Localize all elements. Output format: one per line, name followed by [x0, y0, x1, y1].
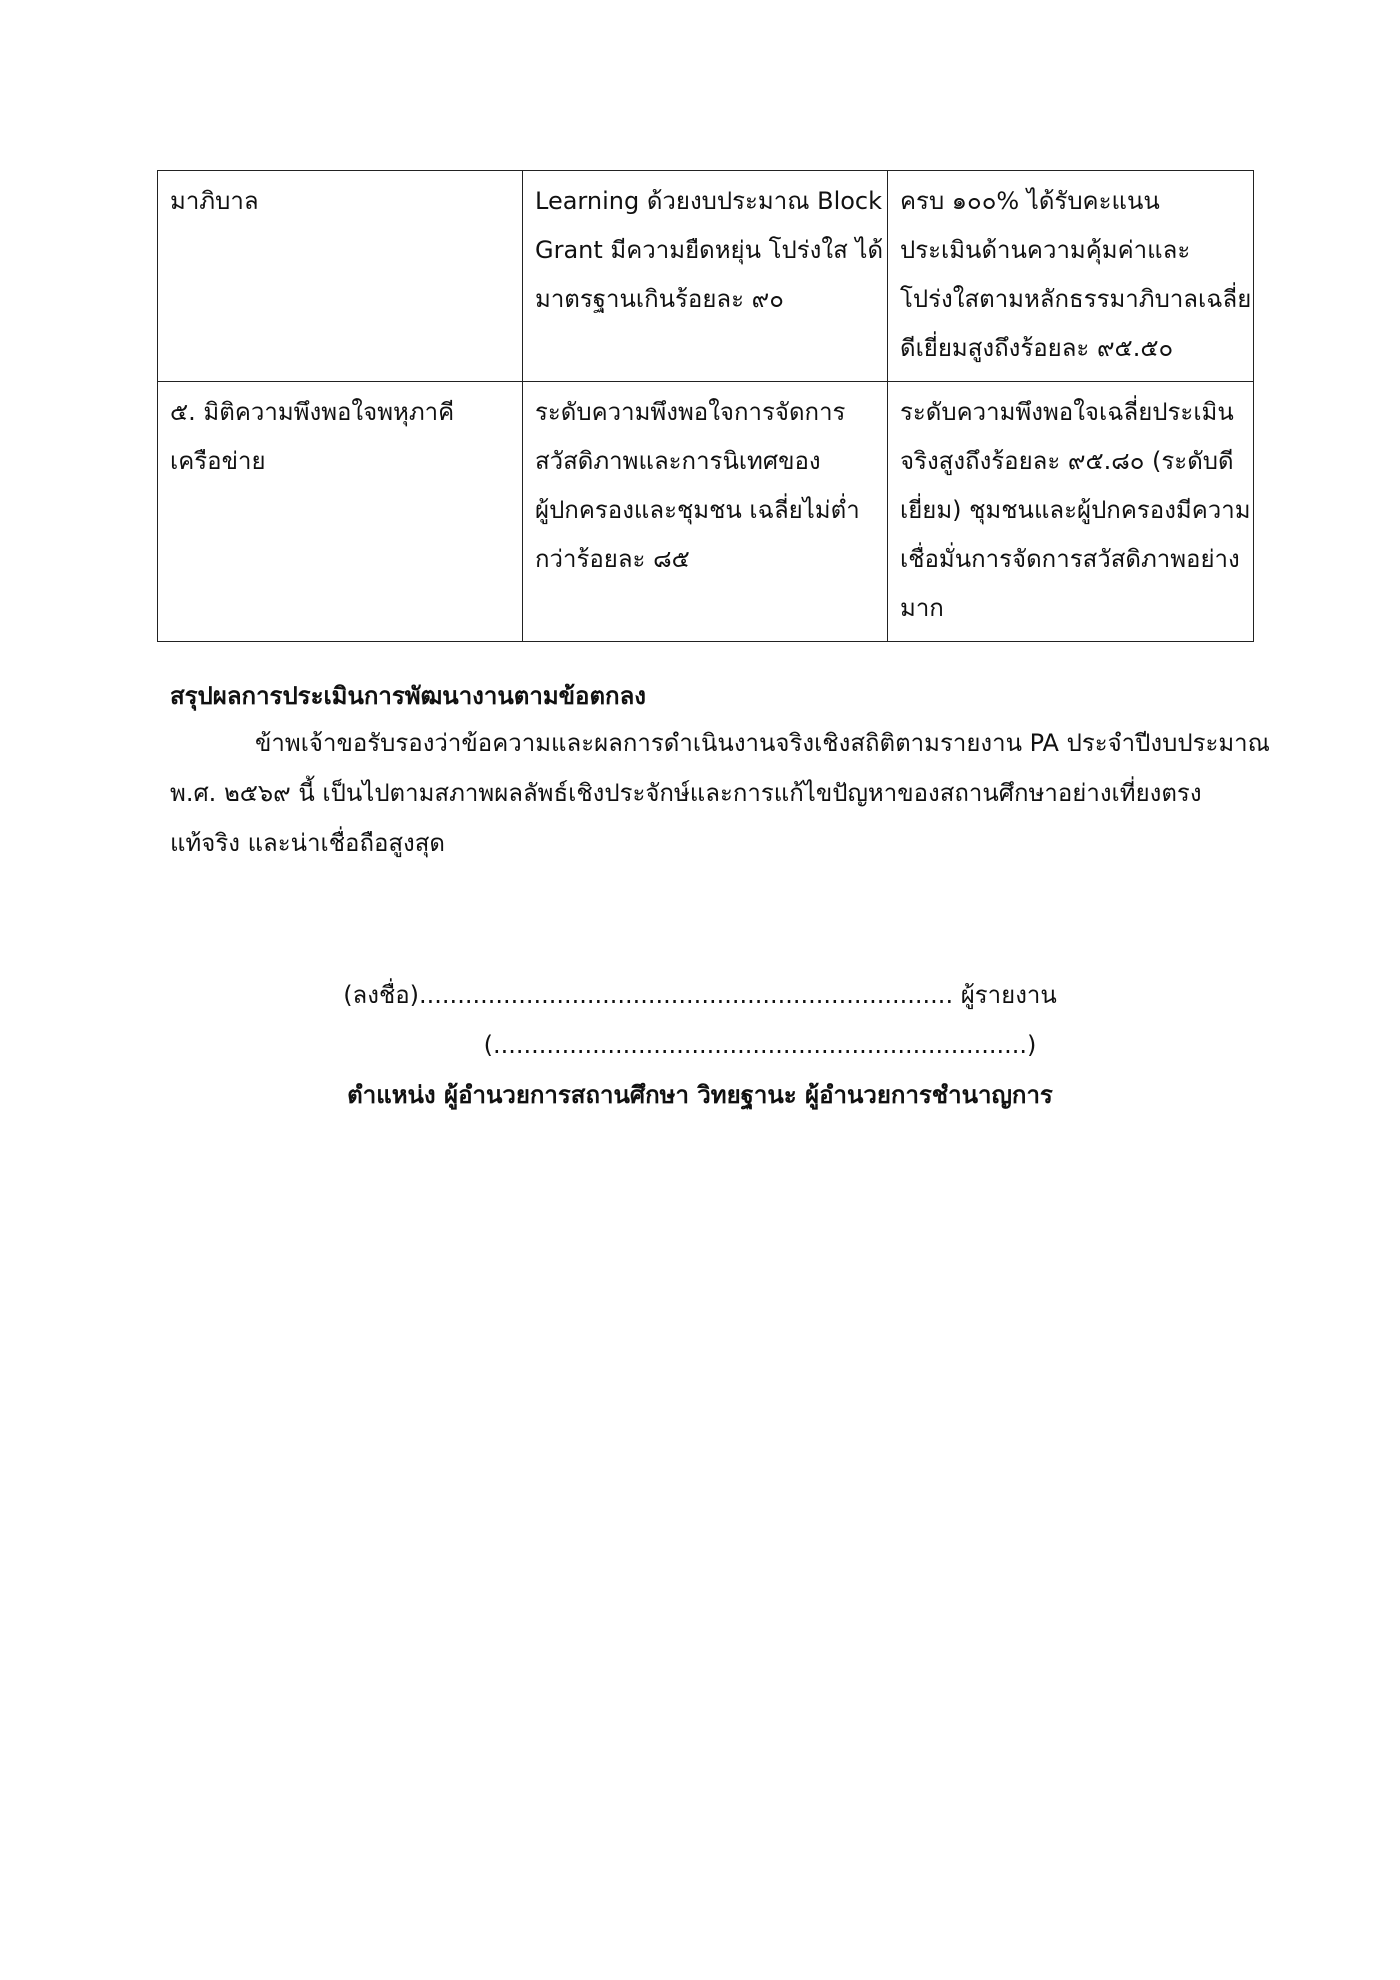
signature-line: (ลงชื่อ)...................................................................... ผู้รายงาน — [343, 981, 1057, 1009]
cell-text-line: ผู้ปกครองและชุมชน เฉลี่ยไม่ต่ำ — [535, 496, 860, 524]
cell-text-line: กว่าร้อยละ ๘๕ — [535, 545, 690, 573]
cell-text-line: Grant มีความยืดหยุ่น โปร่งใส ได้ — [535, 236, 884, 264]
cell-text-line: ๕. มิติความพึงพอใจพหุภาคี — [170, 398, 455, 426]
paragraph-line: ข้าพเจ้าขอรับรองว่าข้อความและผลการดำเนินงานจริงเชิงสถิติตามรายงาน PA ประจำปีงบประมาณ — [255, 729, 1270, 757]
cell-text-line: เยี่ยม) ชุมชนและผู้ปกครองมีความ — [900, 496, 1251, 524]
table-cell-dimension — [158, 382, 523, 642]
cell-text-line: โปร่งใสตามหลักธรรมาภิบาลเฉลี่ย — [900, 285, 1252, 313]
cell-text-line: ระดับความพึงพอใจเฉลี่ยประเมิน — [900, 398, 1234, 426]
table-cell-result — [888, 382, 1254, 642]
paragraph-line: แท้จริง และน่าเชื่อถือสูงสุด — [170, 829, 445, 857]
signature-block — [0, 970, 1400, 1120]
assessment-table — [157, 170, 1254, 642]
cell-text-line: ระดับความพึงพอใจการจัดการ — [535, 398, 846, 426]
summary-section — [170, 674, 1270, 868]
table-cell-dimension — [158, 171, 523, 382]
cell-text-line: จริงสูงถึงร้อยละ ๙๕.๘๐ (ระดับดี — [900, 447, 1234, 475]
signer-position: ตำแหน่ง ผู้อำนวยการสถานศึกษา วิทยฐานะ ผู้อำนวยการชำนาญการ — [347, 1081, 1053, 1109]
summary-heading: สรุปผลการประเมินการพัฒนางานตามข้อตกลง — [170, 682, 647, 710]
cell-text-line: ครบ ๑๐๐% ได้รับคะแนน — [900, 187, 1160, 215]
cell-text-line: เชื่อมั่นการจัดการสวัสดิภาพอย่าง — [900, 545, 1240, 573]
table-cell-target — [523, 171, 888, 382]
table-row — [158, 171, 1254, 382]
table-row — [158, 382, 1254, 642]
paragraph-line: พ.ศ. ๒๕๖๙ นี้ เป็นไปตามสภาพผลลัพธ์เชิงประจักษ์และการแก้ไขปัญหาของสถานศึกษาอย่างเที่ยงตรง — [170, 779, 1202, 807]
cell-text-line: เครือข่าย — [170, 447, 266, 475]
cell-text-line: มาภิบาล — [170, 187, 259, 215]
cell-text-line: มาก — [900, 594, 944, 622]
signer-name-line: (......................................................................) — [483, 1031, 1037, 1059]
cell-text-line: สวัสดิภาพและการนิเทศของ — [535, 447, 821, 475]
table-cell-result — [888, 171, 1254, 382]
cell-text-line: มาตรฐานเกินร้อยละ ๙๐ — [535, 285, 784, 313]
cell-text-line: Learning ด้วยงบประมาณ Block — [535, 187, 883, 215]
cell-text-line: ดีเยี่ยมสูงถึงร้อยละ ๙๕.๕๐ — [900, 334, 1174, 362]
summary-paragraph — [170, 718, 1270, 868]
table-cell-target — [523, 382, 888, 642]
cell-text-line: ประเมินด้านความคุ้มค่าและ — [900, 236, 1191, 264]
